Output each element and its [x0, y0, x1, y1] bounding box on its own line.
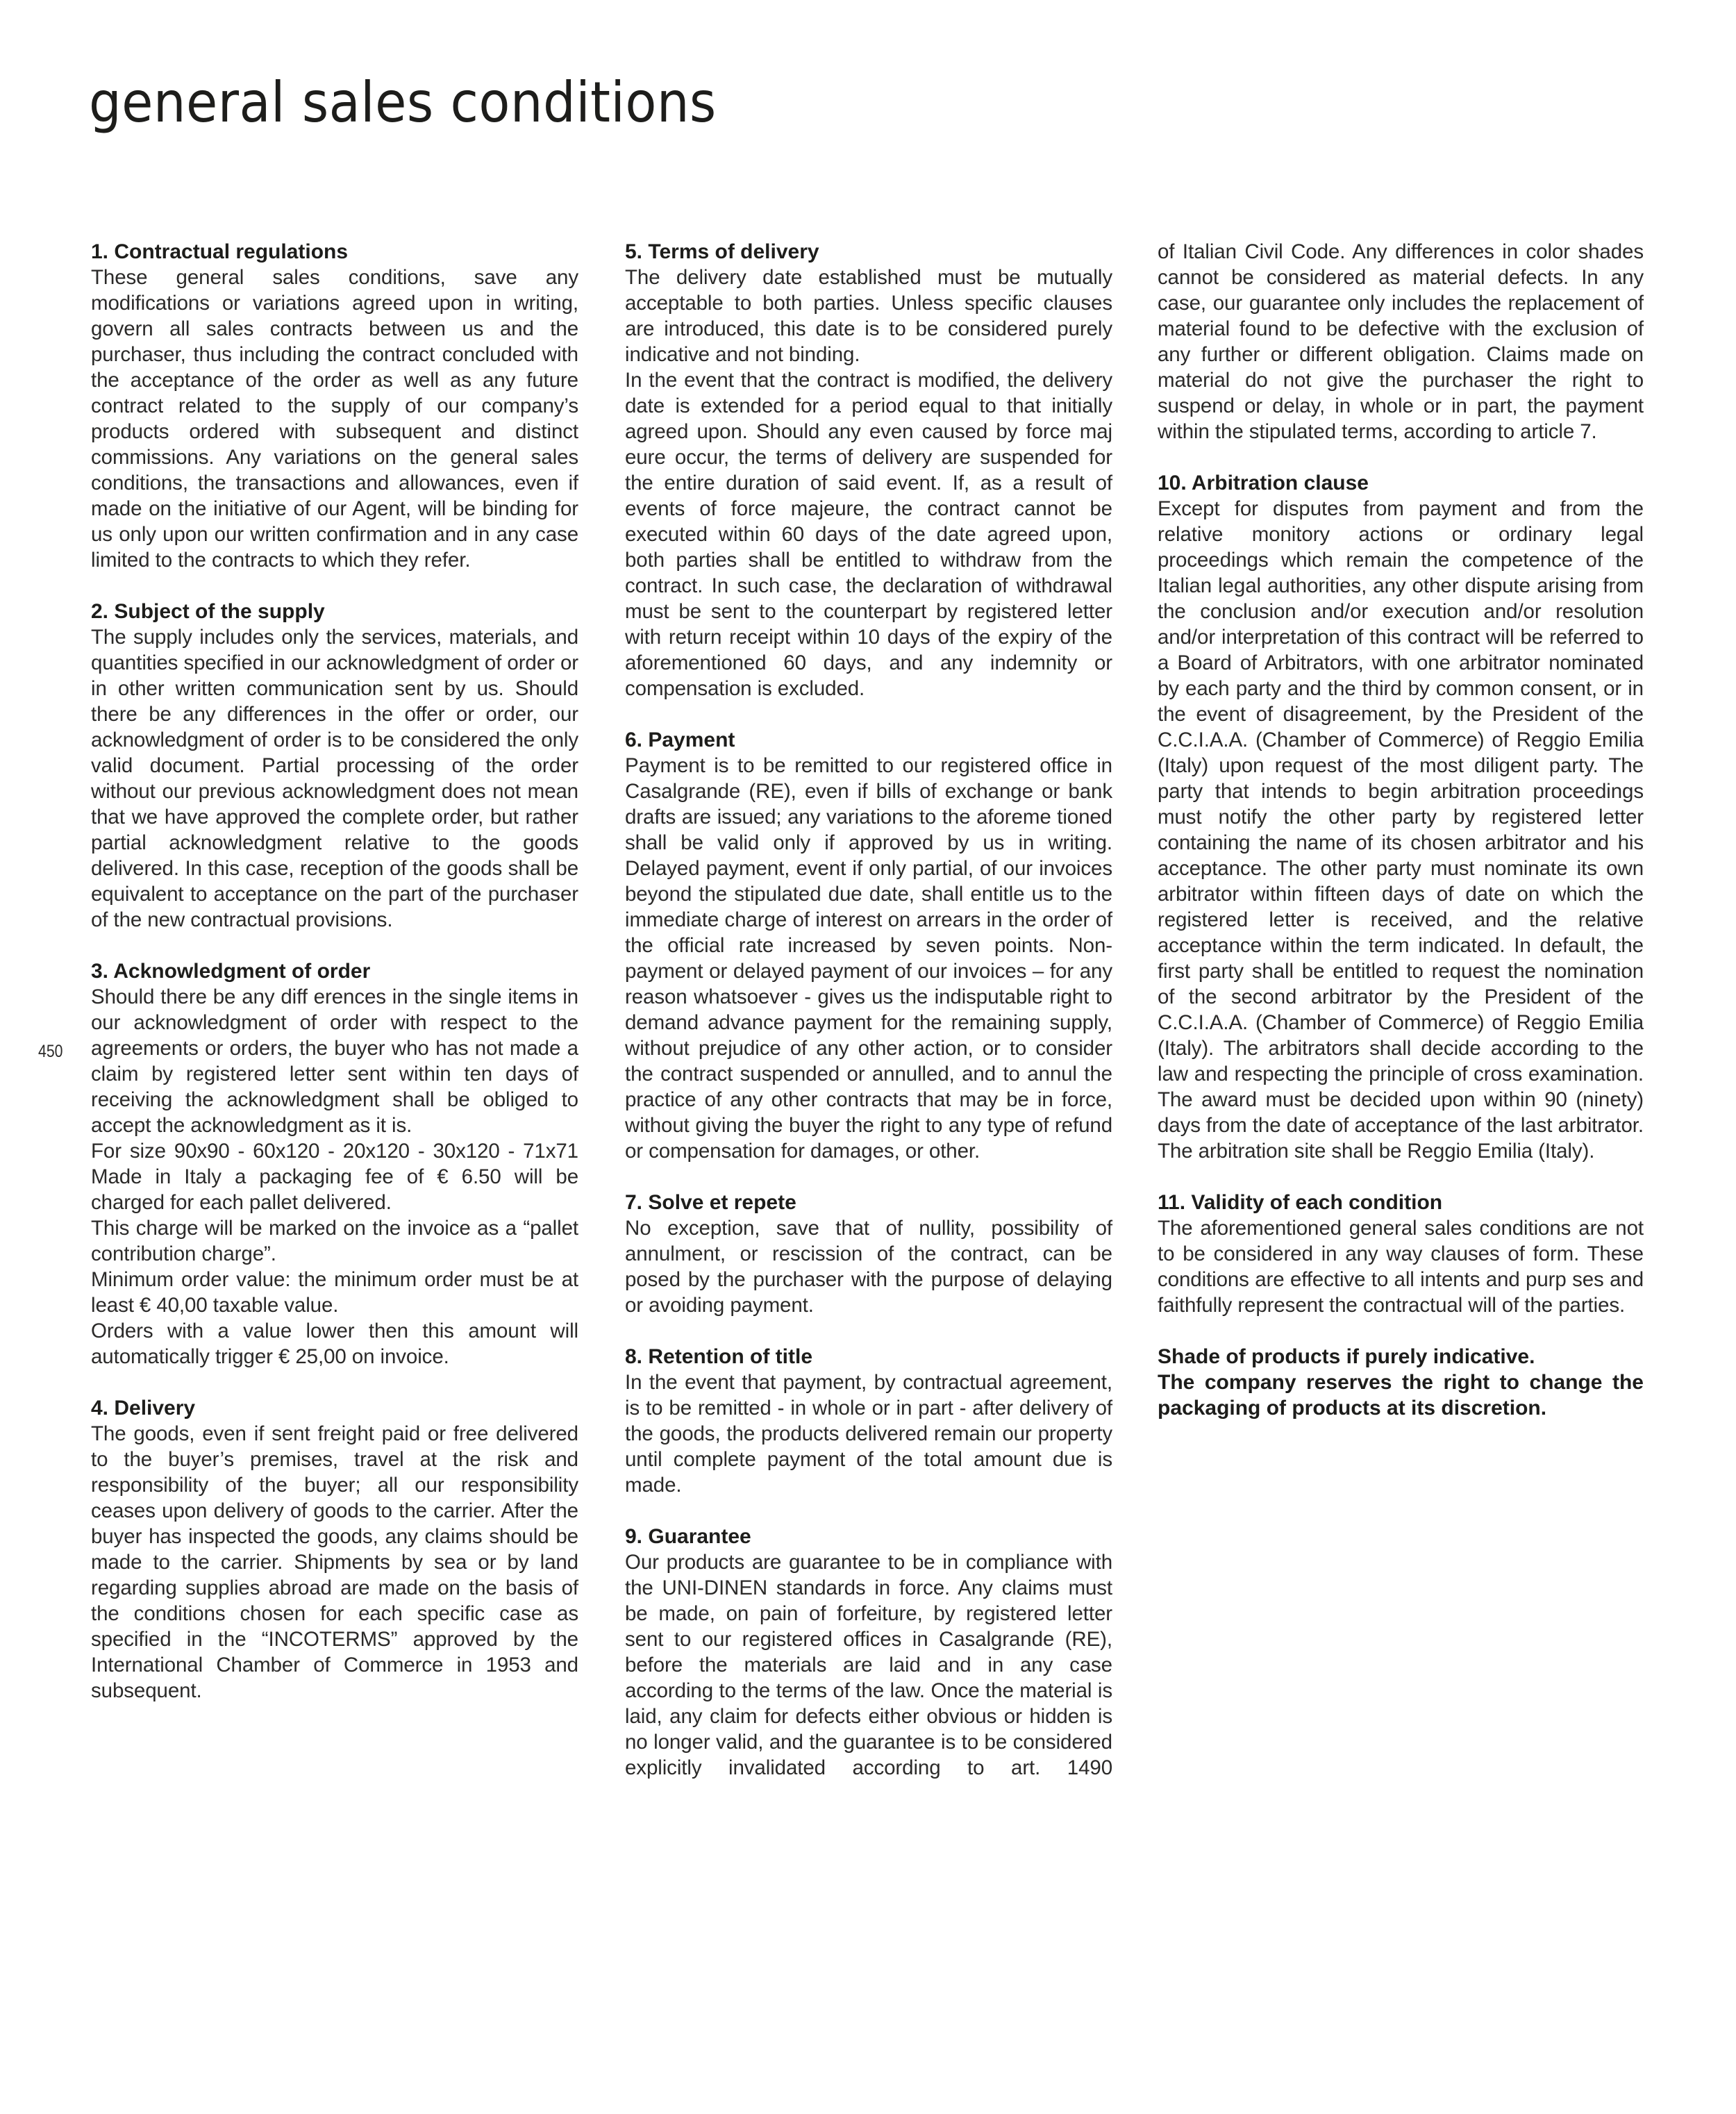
section-paragraph: In the event that payment, by contractual agreement, is to be remitted - in whole or in part - after delivery of the goods, the products delivered remain our property until complete payment of the total amount due is made.	[625, 1371, 1112, 1497]
closing-notes	[1158, 1344, 1644, 1421]
section-heading: 5. Terms of delivery	[625, 240, 819, 263]
packaging-fee-paragraph: For size 90x90 - 60x120 - 20x120 - 30x120 - 71x71 Made in Italy a packaging fee of € 6.50 will be charged for each pallet delivered.	[91, 1140, 578, 1214]
section-heading: 10. Arbitration clause	[1158, 472, 1369, 494]
section-heading: 3. Acknowledgment of order	[91, 960, 371, 983]
shade-note: Shade of products if purely indicative.	[1158, 1345, 1535, 1368]
section-paragraph: Payment is to be remitted to our registered office in Casalgrande (RE), even if bills of exchange or bank drafts are issued; any variations to the aforeme tioned shall be valid only if approved by us in writing. Delayed payment, event if only partial, of our invoices beyond the stipulated due date, shall entitle us to the immediate charge of interest on arrears in the order of the official rate increased by seven points. Non-payment or delayed payment of our invoices – for any reason whatsoever - gives us the indisputable right to demand advance payment for the remaining supply, without prejudice of any other action, or to consider the contract suspended or annulled, and to annul the practice of any other contracts that may be in force, without giving the buyer the right to any type of refund or compensation for damages, or other.	[625, 754, 1112, 1163]
section-heading: 4. Delivery	[91, 1397, 196, 1420]
section-arbitration-clause	[1158, 470, 1644, 1164]
section-heading: 1. Contractual regulations	[91, 240, 349, 263]
column-3	[1158, 239, 1644, 1421]
section-delivery	[91, 1395, 578, 1704]
section-paragraph: These general sales conditions, save any modifications or variations agreed upon in writing, govern all sales contracts between us and the purchaser, thus including the contract concluded with the acceptance of the order as well as any future contract related to the supply of our company’s products ordered with subsequent and distinct commissions. Any variations on the general sales conditions, the transactions and allowances, even if made on the initiative of our Agent, will be binding for us only upon our written confirmation and in any case limited to the contracts to which they refer.	[91, 266, 578, 572]
section-paragraph: The supply includes only the services, materials, and quantities specified in our acknowledgment of order or in other written communication sent by us. Should there be any differences in the offer or order, our acknowledgment of order is to be considered the only valid document. Partial processing of the order without our previous acknowledgment does not mean that we have approved the complete order, but rather partial acknowledgment relative to the goods delivered. In this case, reception of the goods shall be equivalent to acceptance on the part of the purchaser of the new contractual provisions.	[91, 626, 578, 931]
section-solve-et-repete	[625, 1190, 1112, 1318]
section-guarantee	[625, 1524, 1112, 1781]
section-paragraph: of Italian Civil Code. Any differences in color shades cannot be considered as material defects. In any case, our guarantee only includes the replacement of material found to be defective with the exclusion of any further or different obligation. Claims made on material do not give the purchaser the right to suspend or delay, in whole or in part, the payment within the stipulated terms, according to article 7.	[1158, 240, 1644, 443]
section-subject-of-supply	[91, 599, 578, 933]
packaging-note: The company reserves the right to change the packaging of products at its discretion.	[1158, 1371, 1644, 1420]
minimum-order-paragraph: Minimum order value: the minimum order must be at least € 40,00 taxable value.	[91, 1268, 578, 1317]
section-acknowledgment-of-order	[91, 958, 578, 1370]
section-paragraph: Our products are guarantee to be in compliance with the UNI-DINEN standards in force. Any claims must be made, on pain of forfeiture, by registered letter sent to our registered offices in Casalgrande (RE), before the materials are laid and in any case according to the terms of the law. Once the material is laid, any claim for defects either obvious or hidden is no longer valid, and the guarantee is to be considered explicitly invalidated according to art. 1490	[625, 1551, 1112, 1779]
section-heading: 2. Subject of the supply	[91, 600, 325, 623]
section-heading: 8. Retention of title	[625, 1345, 812, 1368]
section-paragraph: Except for disputes from payment and from the relative monitory actions or ordinary legal proceedings which remain the competence of the Italian legal authorities, any other dispute arising from the conclusion and/or execution and/or resolution and/or interpretation of this contract will be referred to a Board of Arbitrators, with one arbitrator nominated by each party and the third by common consent, or in the event of disagreement, by the President of the C.C.I.A.A. (Chamber of Commerce) of Reggio Emilia (Italy) upon request of the most diligent party. The party that intends to begin arbitration proceedings must notify the other party by registered letter containing the name of its chosen arbitrator and his acceptance. The other party must nominate its own arbitrator within fifteen days of date on which the registered letter is received, and the relative acceptance within the term indicated. In default, the first party shall be entitled to request the nomination of the second arbitrator by the President of the C.C.I.A.A. (Chamber of Commerce) of Reggio Emilia (Italy). The arbitrators shall decide according to the law and respecting the principle of cross examination. The award must be decided upon within 90 (ninety) days from the date of acceptance of the last arbitrator. The arbitration site shall be Reggio Emilia (Italy).	[1158, 497, 1644, 1163]
section-heading: 6. Payment	[625, 729, 735, 751]
section-paragraph: In the event that the contract is modified, the delivery date is extended for a period equal to that initially agreed upon. Should any even caused by force maj eure occur, the terms of delivery are suspended for the entire duration of said event. If, as a result of events of force majeure, the contract cannot be executed within 60 days of the date agreed upon, both parties shall be entitled to withdraw from the contract. In such case, the declaration of withdrawal must be sent to the counterpart by registered letter with return receipt within 10 days of the expiry of the aforementioned 60 days, and any indemnity or compensation is excluded.	[625, 369, 1112, 700]
section-heading: 7. Solve et repete	[625, 1191, 796, 1214]
low-order-fee-paragraph: Orders with a value lower then this amount will automatically trigger € 25,00 on invoice.	[91, 1320, 578, 1368]
section-paragraph: Should there be any diff erences in the single items in our acknowledgment of order with respect to the agreements or orders, the buyer who has not made a claim by registered letter sent within ten days of receiving the acknowledgment shall be obliged to accept the acknowledgment as it is.	[91, 985, 578, 1137]
section-payment	[625, 727, 1112, 1164]
section-paragraph: The delivery date established must be mutually acceptable to both parties. Unless specific clauses are introduced, this date is to be considered purely indicative and not binding.	[625, 266, 1112, 366]
column-2	[625, 239, 1112, 1806]
page-number: 450	[38, 1042, 63, 1061]
section-heading: 9. Guarantee	[625, 1525, 751, 1548]
column-1	[91, 239, 578, 1729]
section-paragraph: The goods, even if sent freight paid or free delivered to the buyer’s premises, travel at the risk and responsibility of the buyer; all our responsibility ceases upon delivery of goods to the carrier. After the buyer has inspected the goods, any claims should be made to the carrier. Shipments by sea or by land regarding supplies abroad are made on the basis of the conditions chosen for each specific case as specified in the “INCOTERMS” approved by the International Chamber of Commerce in 1953 and subsequent.	[91, 1422, 578, 1702]
section-heading: 11. Validity of each condition	[1158, 1191, 1443, 1214]
section-contractual-regulations	[91, 239, 578, 573]
page-title: general sales conditions	[89, 70, 717, 135]
pallet-charge-paragraph: This charge will be marked on the invoice as a “pallet contribution charge”.	[91, 1217, 578, 1265]
section-validity	[1158, 1190, 1644, 1318]
section-terms-of-delivery	[625, 239, 1112, 701]
section-paragraph: The aforementioned general sales conditions are not to be considered in any way clauses of form. These conditions are effective to all intents and purp ses and faithfully represent the contractual will of the parties.	[1158, 1217, 1644, 1317]
section-retention-of-title	[625, 1344, 1112, 1498]
section-guarantee-continued	[1158, 239, 1644, 444]
section-paragraph: No exception, save that of nullity, possibility of annulment, or rescission of the contract, can be posed by the purchaser with the purpose of delaying or avoiding payment.	[625, 1217, 1112, 1317]
